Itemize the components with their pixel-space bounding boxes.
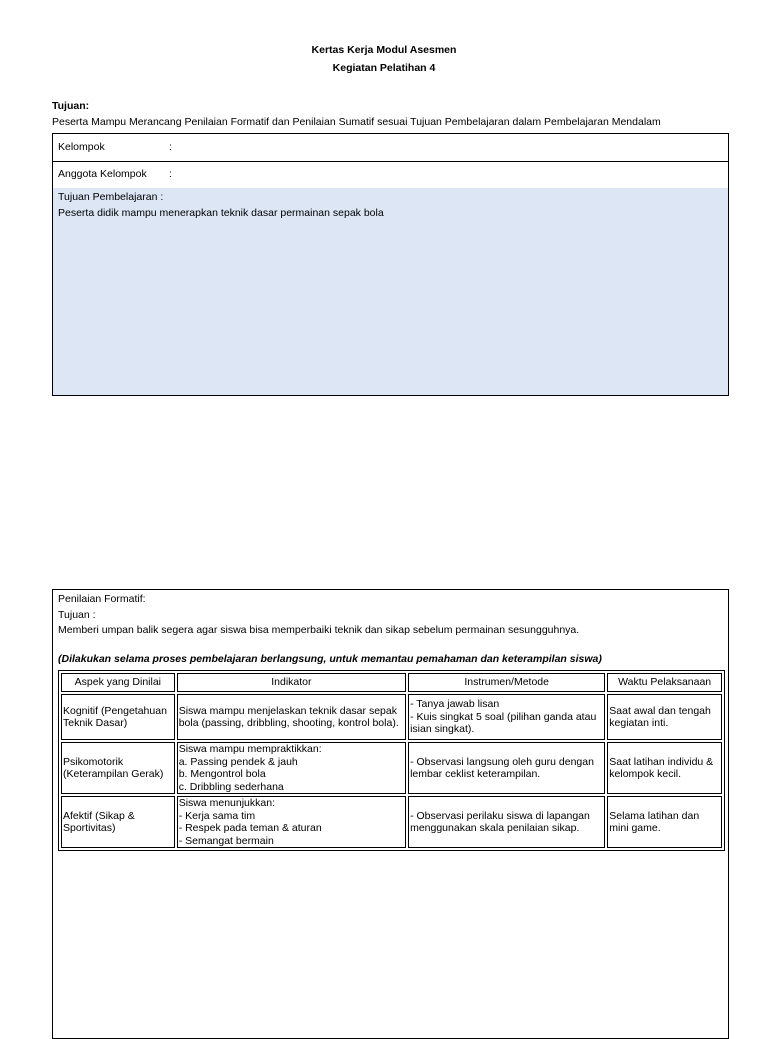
tujuan-heading: Tujuan:: [52, 100, 90, 112]
document-title: Kertas Kerja Modul Asesmen: [311, 44, 457, 56]
formatif-tujuan-text: Memberi umpan balik segera agar siswa bisa memperbaiki teknik dan sikap sebelum permainan sesungguhnya.: [58, 624, 580, 636]
instrumen-cell: - Observasi perilaku siswa di lapangan menggunakan skala penilaian sikap.: [408, 796, 605, 848]
aspek-cell: Afektif (Sikap & Sportivitas): [61, 796, 175, 848]
formatif-tujuan-label: Tujuan :: [58, 609, 96, 621]
waktu-cell: Selama latihan dan mini game.: [607, 796, 722, 848]
anggota-colon: :: [169, 168, 172, 180]
aspek-cell: Psikomotorik (Keterampilan Gerak): [61, 742, 175, 794]
penilaian-formatif-box: [52, 589, 729, 1039]
tujuan-pembelajaran-text: Peserta didik mampu menerapkan teknik dasar permainan sepak bola: [58, 207, 384, 219]
indikator-cell: Siswa menunjukkan: - Kerja sama tim - Respek pada teman & aturan - Semangat bermain: [177, 796, 406, 848]
waktu-cell: Saat latihan individu & kelompok kecil.: [607, 742, 722, 794]
table-row: [61, 742, 722, 794]
aspek-cell: Kognitif (Pengetahuan Teknik Dasar): [61, 694, 175, 740]
kelompok-row: [53, 134, 728, 162]
kelompok-colon: :: [169, 141, 172, 153]
column-header: Waktu Pelaksanaan: [607, 673, 722, 692]
instrumen-cell: - Observasi langsung oleh guru dengan lembar ceklist keterampilan.: [408, 742, 605, 794]
column-header: Indikator: [177, 673, 406, 692]
document-subtitle: Kegiatan Pelatihan 4: [332, 62, 436, 74]
waktu-cell: Saat awal dan tengah kegiatan inti.: [607, 694, 722, 740]
formatif-heading: Penilaian Formatif:: [58, 593, 146, 605]
column-header: Instrumen/Metode: [408, 673, 605, 692]
indikator-cell: Siswa mampu mempraktikkan: a. Passing pendek & jauh b. Mengontrol bola c. Dribbling sederhana: [177, 742, 406, 794]
tujuan-pembelajaran-label: Tujuan Pembelajaran :: [58, 191, 164, 203]
table-row: [61, 694, 722, 740]
table-header-row: [61, 673, 722, 692]
tujuan-pembelajaran-area: [53, 188, 728, 395]
formatif-note: (Dilakukan selama proses pembelajaran berlangsung, untuk memantau pemahaman dan keterampilan siswa): [58, 653, 602, 665]
assessment-table: [58, 670, 725, 851]
anggota-row: [53, 161, 728, 189]
kelompok-label: Kelompok: [58, 141, 105, 153]
anggota-label: Anggota Kelompok: [58, 168, 147, 180]
instrumen-cell: - Tanya jawab lisan - Kuis singkat 5 soal (pilihan ganda atau isian singkat).: [408, 694, 605, 740]
indikator-cell: Siswa mampu menjelaskan teknik dasar sepak bola (passing, dribbling, shooting, kontrol bola).: [177, 694, 406, 740]
tujuan-text: Peserta Mampu Merancang Penilaian Formatif dan Penilaian Sumatif sesuai Tujuan Pembelajaran dalam Pembelajaran Mendalam: [52, 116, 661, 128]
column-header: Aspek yang Dinilai: [61, 673, 175, 692]
table-row: [61, 796, 722, 848]
group-info-box: [52, 133, 729, 396]
